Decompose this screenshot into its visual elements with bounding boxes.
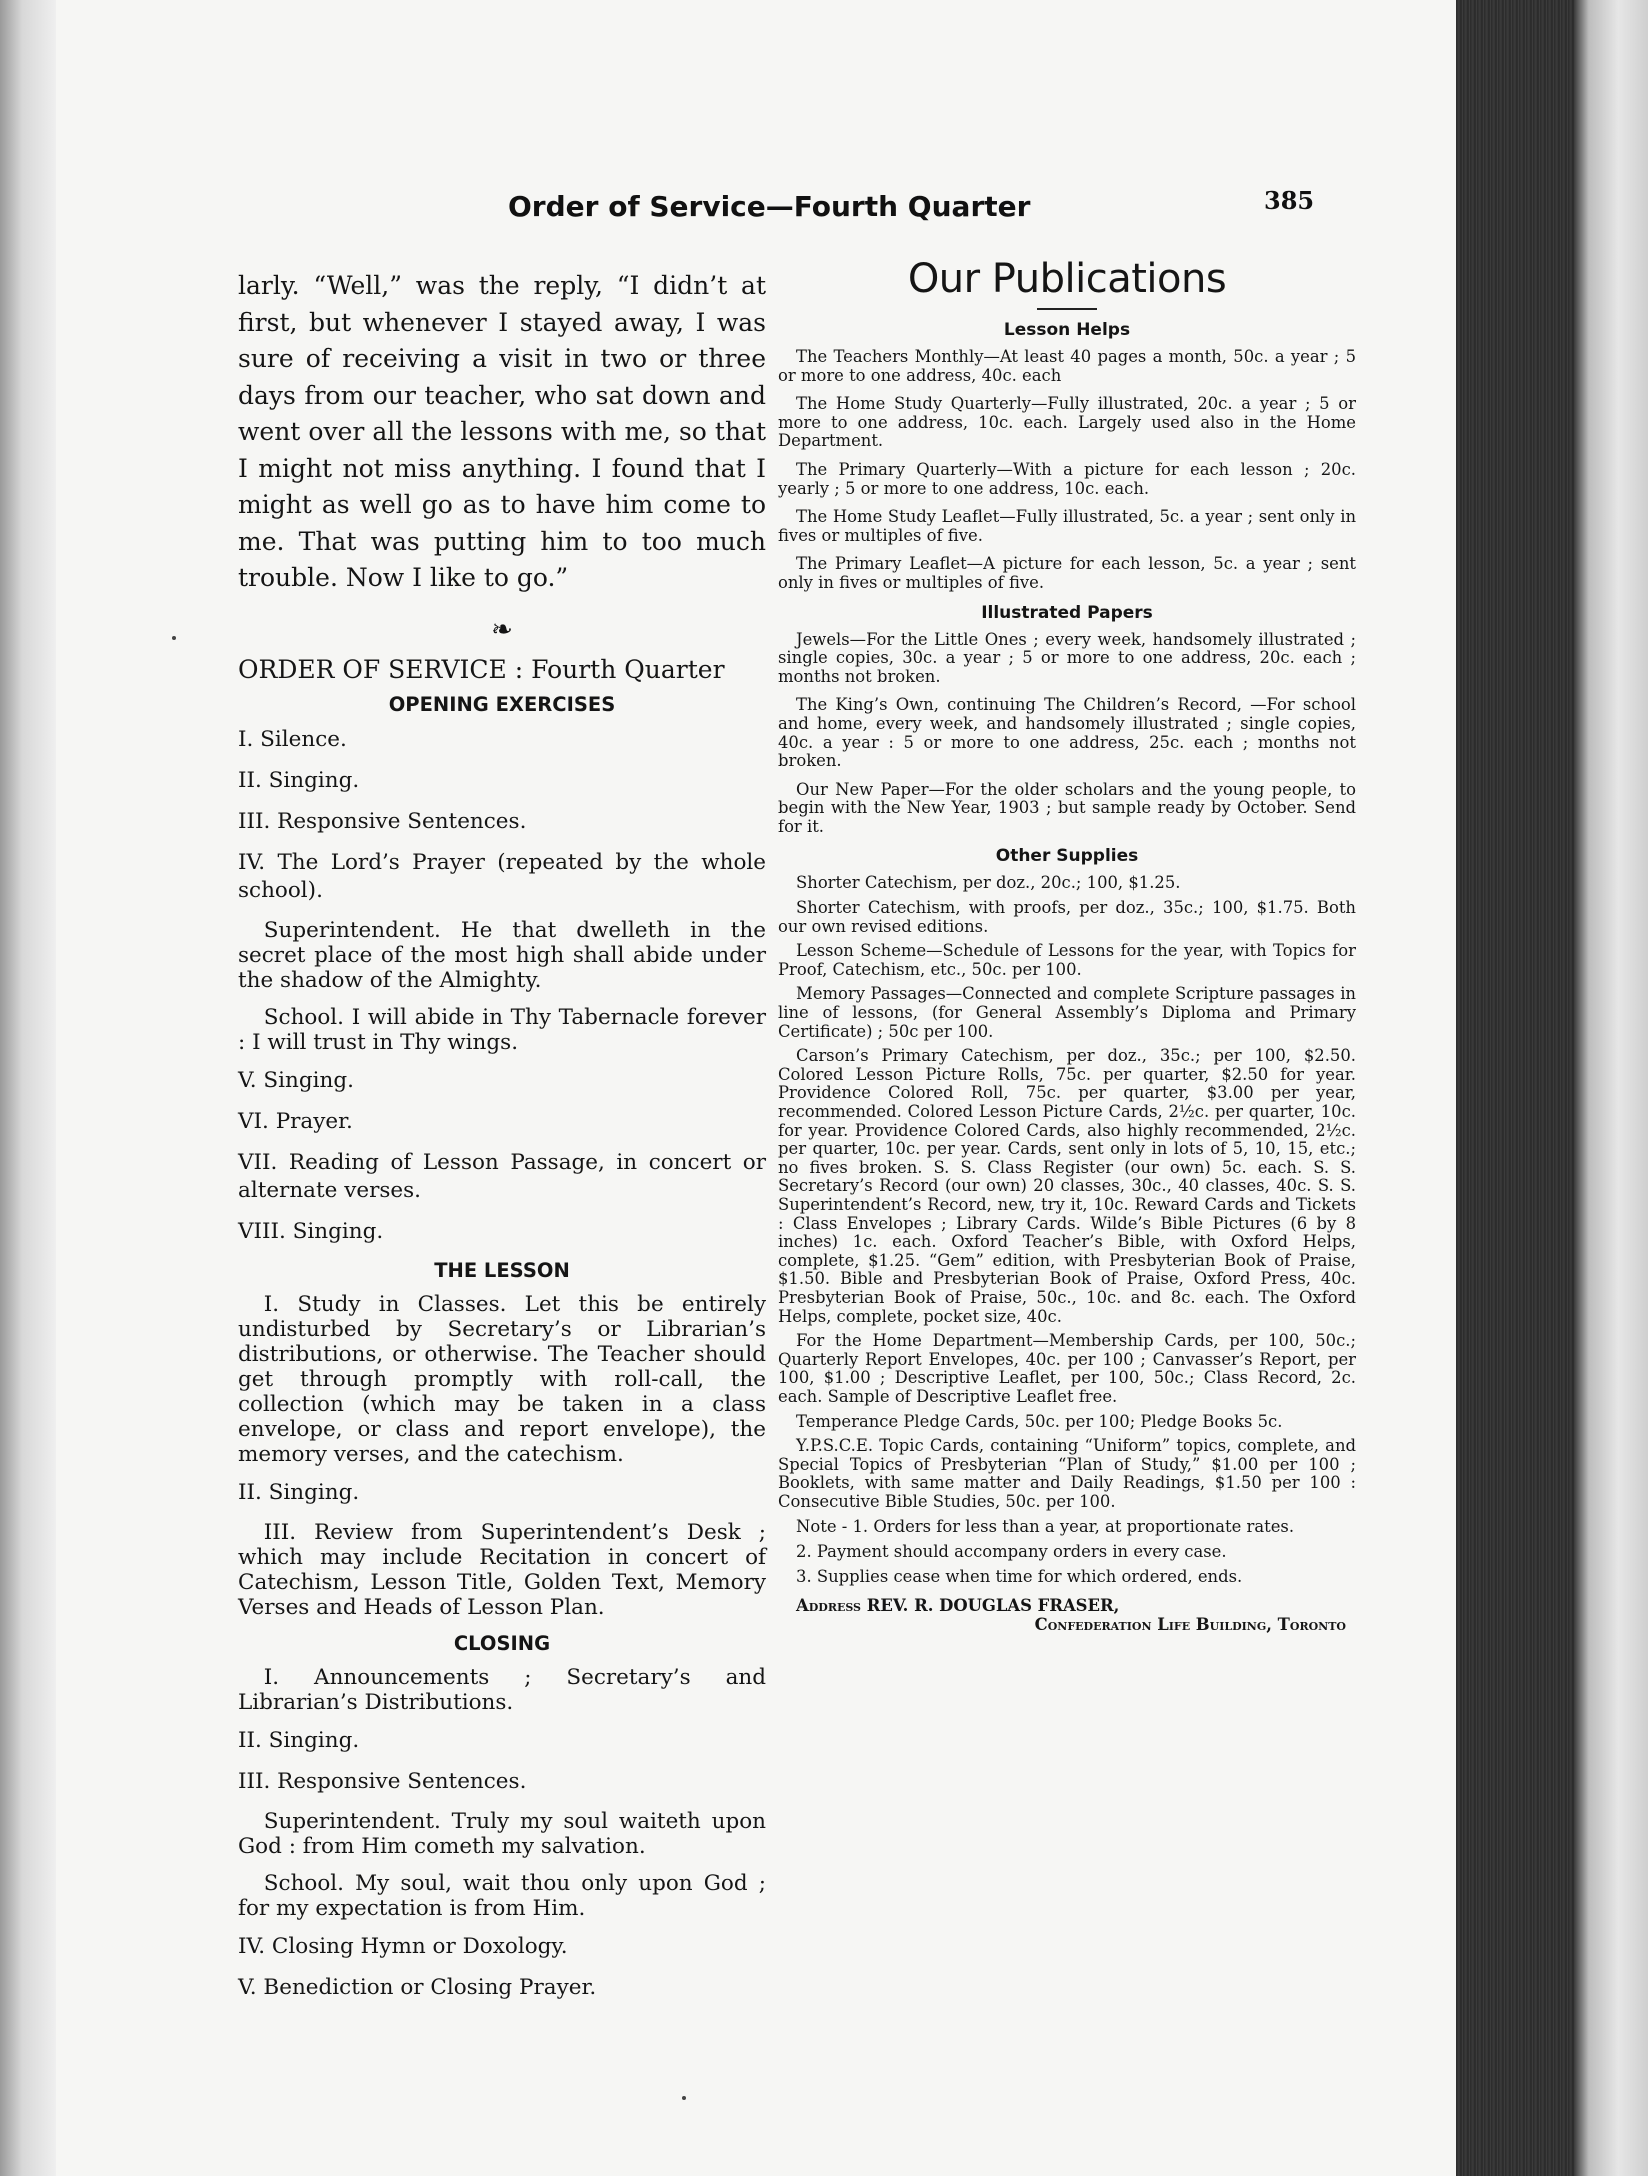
opening-item: V. Singing. — [238, 1067, 354, 1093]
lesson-item: I. Study in Classes. Let this be entirely undisturbed by Secretary’s or Librarian’s distributions, or otherwise. The Teacher should get through promptly with roll-call, the collection (which may be taken in a class envelope, or class and report envelope), the memory verses, and the catechism. — [238, 1291, 766, 1467]
opening-item: IV. The Lord’s Prayer (repeated by the whole school). — [238, 849, 766, 903]
supply-entry: Y.P.S.C.E. Topic Cards, containing “Uniform” topics, complete, and Special Topics of Presbyterian “Plan of Study,” $1.00 per 100 ; Booklets, with same matter and Daily Readings, $1.50 per 100 : Consecutive Bible Studies, 50c. per 100. — [778, 1436, 1356, 1511]
speck — [172, 636, 176, 640]
lesson-item: II. Singing. — [238, 1479, 360, 1505]
lesson-helps-heading: Lesson Helps — [1003, 320, 1131, 340]
supply-entry: Memory Passages—Connected and complete Scripture passages in line of lessons, (for General Assembly’s Diploma and Primary Certificate) ; 50c per 100. — [778, 984, 1356, 1041]
publication-entry: The Home Study Leaflet—Fully illustrated, 5c. a year ; sent only in fives or multiples of five. — [778, 507, 1356, 545]
opening-item: I. Silence. — [238, 726, 347, 752]
school-response: School. I will abide in Thy Tabernacle forever : I will trust in Thy wings. — [238, 1004, 766, 1055]
address-line: Address REV. R. DOUGLAS FRASER, — [796, 1596, 1120, 1616]
publications-title: Our Publications — [907, 256, 1227, 302]
supply-entry: Temperance Pledge Cards, 50c. per 100; Pledge Books 5c. — [796, 1411, 1283, 1431]
book-gutter — [0, 0, 56, 2176]
papers-heading: Illustrated Papers — [981, 602, 1153, 623]
page-stack-edges — [1456, 0, 1648, 2176]
lesson-item: III. Review from Superintendent’s Desk ; which may include Recitation in concert of Catechism, Lesson Title, Golden Text, Memory Verses and Heads of Lesson Plan. — [238, 1519, 766, 1620]
page-stack-highlight — [1574, 0, 1648, 2176]
publication-entry: The Teachers Monthly—At least 40 pages a month, 50c. a year ; 5 or more to one address, 40c. each — [778, 347, 1356, 385]
speck — [682, 2096, 686, 2100]
lesson-heading: THE LESSON — [434, 1258, 570, 1282]
supply-entry: Carson’s Primary Catechism, per doz., 35c.; per 100, $2.50. Colored Lesson Picture Rolls, 75c. per quarter, $2.50 for year. Providence Colored Roll, 75c. per quarter, $3.00 per year, recommended. Colored Lesson Picture Cards, 2½c. per quarter, 10c. for year. Providence Colored Cards, also highly recommended, 2½c. per quarter, 10c. per year. Cards, sent only in lots of 5, 10, 15, etc.; no fives broken. S. S. Class Register (our own) 5c. each. S. S. Secretary’s Record (our own) 20 classes, 30c., 40 classes, 40c. S. S. Superintendent’s Record, new, try it, 10c. Reward Cards and Tickets : Class Envelopes ; Library Cards. Wilde’s Bible Pictures (6 by 8 inches) 1c. each. Oxford Teacher’s Bible, with Oxford Helps, complete, $1.25. “Gem” edition, with Presbyterian Book of Praise, $1.50. Bible and Presbyterian Book of Praise, Oxford Press, 40c. Presbyterian Book of Praise, 50c., 10c. and 8c. each. The Oxford Helps, complete, pocket size, 40c. — [778, 1046, 1356, 1326]
order-note: Note - 1. Orders for less than a year, at proportionate rates. — [796, 1517, 1295, 1537]
opening-item: VIII. Singing. — [238, 1218, 384, 1244]
left-column — [238, 268, 766, 2015]
opening-item: VI. Prayer. — [238, 1108, 353, 1134]
order-note: 2. Payment should accompany orders in every case. — [796, 1542, 1227, 1562]
ornament-icon: ❧ — [491, 614, 513, 645]
closing-item: I. Announcements ; Secretary’s and Librarian’s Distributions. — [238, 1664, 766, 1715]
intro-paragraph: larly. “Well,” was the reply, “I didn’t at first, but whenever I stayed away, I was sure of receiving a visit in two or three days from our teacher, who sat down and went over all the lessons with me, so that I might not miss anything. I found that I might as well go as to have him come to me. That was putting him to too much trouble. Now I like to go.” — [238, 271, 766, 592]
school-response: School. My soul, wait thou only upon God ; for my expectation is from Him. — [238, 1870, 766, 1921]
title-rule — [1037, 308, 1097, 310]
superintendent-response: Superintendent. He that dwelleth in the secret place of the most high shall abide under the shadow of the Almighty. — [238, 917, 766, 993]
closing-item: V. Benediction or Closing Prayer. — [238, 1974, 597, 2000]
order-note: 3. Supplies cease when time for which ordered, ends. — [796, 1567, 1243, 1587]
superintendent-response: Superintendent. Truly my soul waiteth upon God : from Him cometh my salvation. — [238, 1808, 766, 1859]
address-line: Confederation Life Building, Toronto — [1034, 1615, 1346, 1635]
supplies-heading: Other Supplies — [995, 846, 1139, 867]
service-title: ORDER OF SERVICE : Fourth Quarter — [238, 654, 725, 684]
closing-item: III. Responsive Sentences. — [238, 1768, 527, 1794]
supply-entry: Shorter Catechism, per doz., 20c.; 100, $1.25. — [796, 873, 1181, 893]
opening-heading: OPENING EXERCISES — [388, 692, 616, 716]
paper-entry: Jewels—For the Little Ones ; every week, handsomely illustrated ; single copies, 30c. a year ; 5 or more to one address, 20c. each ; months not broken. — [778, 629, 1356, 686]
paper-entry: Our New Paper—For the older scholars and the young people, to begin with the New Year, 1903 ; but sample ready by October. Send for it. — [778, 779, 1356, 836]
publication-entry: The Primary Quarterly—With a picture for each lesson ; 20c. yearly ; 5 or more to one address, 10c. each. — [778, 459, 1356, 498]
closing-item: II. Singing. — [238, 1727, 360, 1753]
opening-item: II. Singing. — [238, 767, 360, 793]
page-number: 385 — [1264, 186, 1315, 215]
supply-entry: For the Home Department—Membership Cards, per 100, 50c.; Quarterly Report Envelopes, 40c. per 100 ; Canvasser’s Report, per 100, $1.00 ; Descriptive Leaflet, per 100, 50c.; Class Record, 2c. each. Sample of Descriptive Leaflet free. — [778, 1331, 1356, 1406]
closing-item: IV. Closing Hymn or Doxology. — [238, 1933, 568, 1959]
publication-entry: The Primary Leaflet—A picture for each lesson, 5c. a year ; sent only in fives or multiples of five. — [778, 554, 1356, 592]
opening-item: VII. Reading of Lesson Passage, in concert or alternate verses. — [238, 1149, 766, 1203]
supply-entry: Lesson Scheme—Schedule of Lessons for the year, with Topics for Proof, Catechism, etc., 50c. per 100. — [778, 941, 1356, 979]
paper-entry: The King’s Own, continuing The Children’s Record, —For school and home, every week, and handsomely illustrated ; single copies, 40c. a year : 5 or more to one address, 25c. each ; months not broken. — [778, 695, 1356, 771]
closing-heading: CLOSING — [453, 1631, 551, 1655]
publication-entry: The Home Study Quarterly—Fully illustrated, 20c. a year ; 5 or more to one address, 10c. each. Largely used also in the Home Department. — [778, 394, 1356, 451]
running-header: Order of Service—Fourth Quarter — [508, 190, 1031, 223]
opening-item: III. Responsive Sentences. — [238, 808, 527, 834]
supply-entry: Shorter Catechism, with proofs, per doz., 35c.; 100, $1.75. Both our own revised editions. — [778, 898, 1356, 936]
right-column — [778, 256, 1356, 1634]
